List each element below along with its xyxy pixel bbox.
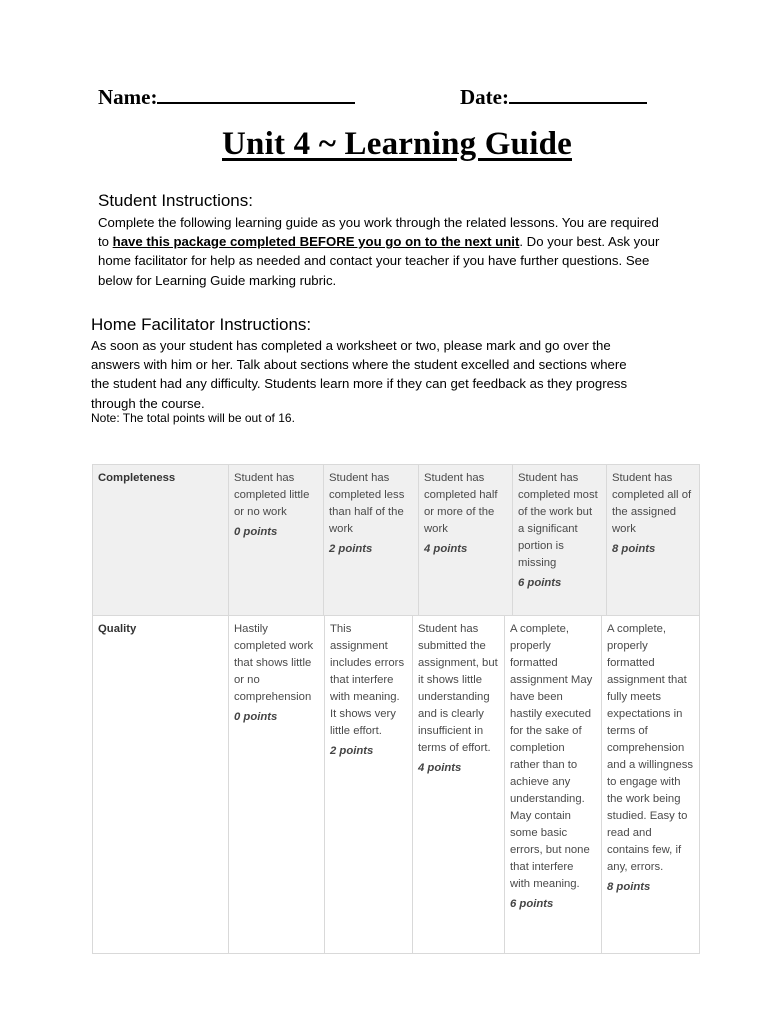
home-facilitator-body bbox=[91, 336, 691, 413]
criterion-text: Hastily completed work that shows little or no comprehension bbox=[234, 623, 314, 703]
rubric-row-quality bbox=[93, 616, 699, 953]
line-suffix: . Do your best. Ask your bbox=[519, 234, 660, 250]
home-facilitator-line: through the course. bbox=[91, 395, 205, 411]
criterion-text: Student has completed little or no work bbox=[234, 472, 310, 518]
rubric-cell bbox=[412, 616, 504, 953]
student-instructions-heading: Student Instructions: bbox=[98, 191, 253, 210]
rubric-cell bbox=[504, 616, 601, 953]
student-instructions-line: Complete the following learning guide as you work through the related lessons. You are required bbox=[98, 215, 659, 230]
home-facilitator-line: answers with him or her. Talk about sections where the student excelled and sections where bbox=[91, 357, 627, 373]
points-label: 8 points bbox=[612, 543, 656, 555]
criterion-text: Student has completed less than half of the work bbox=[329, 472, 405, 535]
student-instructions-line: below for Learning Guide marking rubric. bbox=[98, 272, 337, 288]
criterion-text: A complete, properly formatted assignment May have been hastily executed for the sake of completion rather than to achieve any understanding. May contain some basic errors, but none that interfere with meaning. bbox=[510, 623, 593, 890]
student-instructions-body bbox=[98, 213, 698, 290]
criterion-text: Student has completed half or more of the work bbox=[424, 472, 498, 535]
rubric-cell bbox=[228, 616, 324, 953]
points-label: 6 points bbox=[510, 898, 554, 910]
rubric-cell bbox=[324, 616, 412, 953]
points-label: 0 points bbox=[234, 711, 278, 723]
student-instructions-line bbox=[98, 232, 698, 251]
date-blank-line[interactable] bbox=[509, 82, 647, 104]
criterion-text: Student has submitted the assignment, but it shows little understanding and is clearly insufficient in terms of effort. bbox=[418, 623, 498, 754]
home-facilitator-line: the student had any difficulty. Students learn more if they can get feedback as they progress bbox=[91, 376, 628, 392]
deadline-emphasis: have this package completed BEFORE you go on to the next unit bbox=[112, 234, 520, 250]
rubric-row-completeness bbox=[93, 465, 699, 616]
name-label: Name: bbox=[98, 85, 158, 109]
points-label: 4 points bbox=[418, 762, 462, 774]
points-label: 2 points bbox=[329, 543, 373, 555]
criterion-text: This assignment includes errors that interfere with meaning. It shows very little effort. bbox=[330, 623, 405, 737]
points-label: 0 points bbox=[234, 526, 278, 538]
rubric-cell bbox=[601, 616, 699, 953]
rubric-cell bbox=[228, 465, 323, 615]
student-instructions-line: home facilitator for help as needed and contact your teacher if you have further questions. See bbox=[98, 253, 650, 269]
home-facilitator-line: As soon as your student has completed a worksheet or two, please mark and go over the bbox=[91, 338, 611, 353]
line-prefix: to bbox=[98, 234, 113, 250]
name-field[interactable] bbox=[98, 82, 355, 110]
name-date-header bbox=[98, 82, 678, 112]
home-facilitator-heading: Home Facilitator Instructions: bbox=[91, 315, 312, 334]
criterion-text: Student has completed most of the work but a significant portion is missing bbox=[518, 472, 598, 569]
points-label: 8 points bbox=[607, 881, 651, 893]
criterion-text: Student has completed all of the assigned work bbox=[612, 472, 692, 535]
date-label: Date: bbox=[460, 85, 509, 109]
rubric-row-label: Completeness bbox=[98, 472, 176, 484]
rubric-row-label: Quality bbox=[98, 623, 137, 635]
rubric-cell bbox=[323, 465, 418, 615]
rubric-cell bbox=[606, 465, 699, 615]
date-field[interactable] bbox=[460, 82, 647, 110]
page-title: Unit 4 ~ Learning Guide bbox=[222, 126, 572, 162]
total-points-note: Note: The total points will be out of 16. bbox=[91, 411, 295, 425]
points-label: 4 points bbox=[424, 543, 468, 555]
points-label: 6 points bbox=[518, 577, 562, 589]
name-blank-line[interactable] bbox=[157, 82, 355, 104]
marking-rubric-table bbox=[92, 464, 700, 954]
criterion-text: A complete, properly formatted assignment that fully meets expectations in terms of comprehension and a willingness to engage with the work being studied. Easy to read and contains few, if any, errors. bbox=[607, 623, 694, 873]
points-label: 2 points bbox=[330, 745, 374, 757]
rubric-cell bbox=[418, 465, 512, 615]
rubric-cell bbox=[512, 465, 606, 615]
